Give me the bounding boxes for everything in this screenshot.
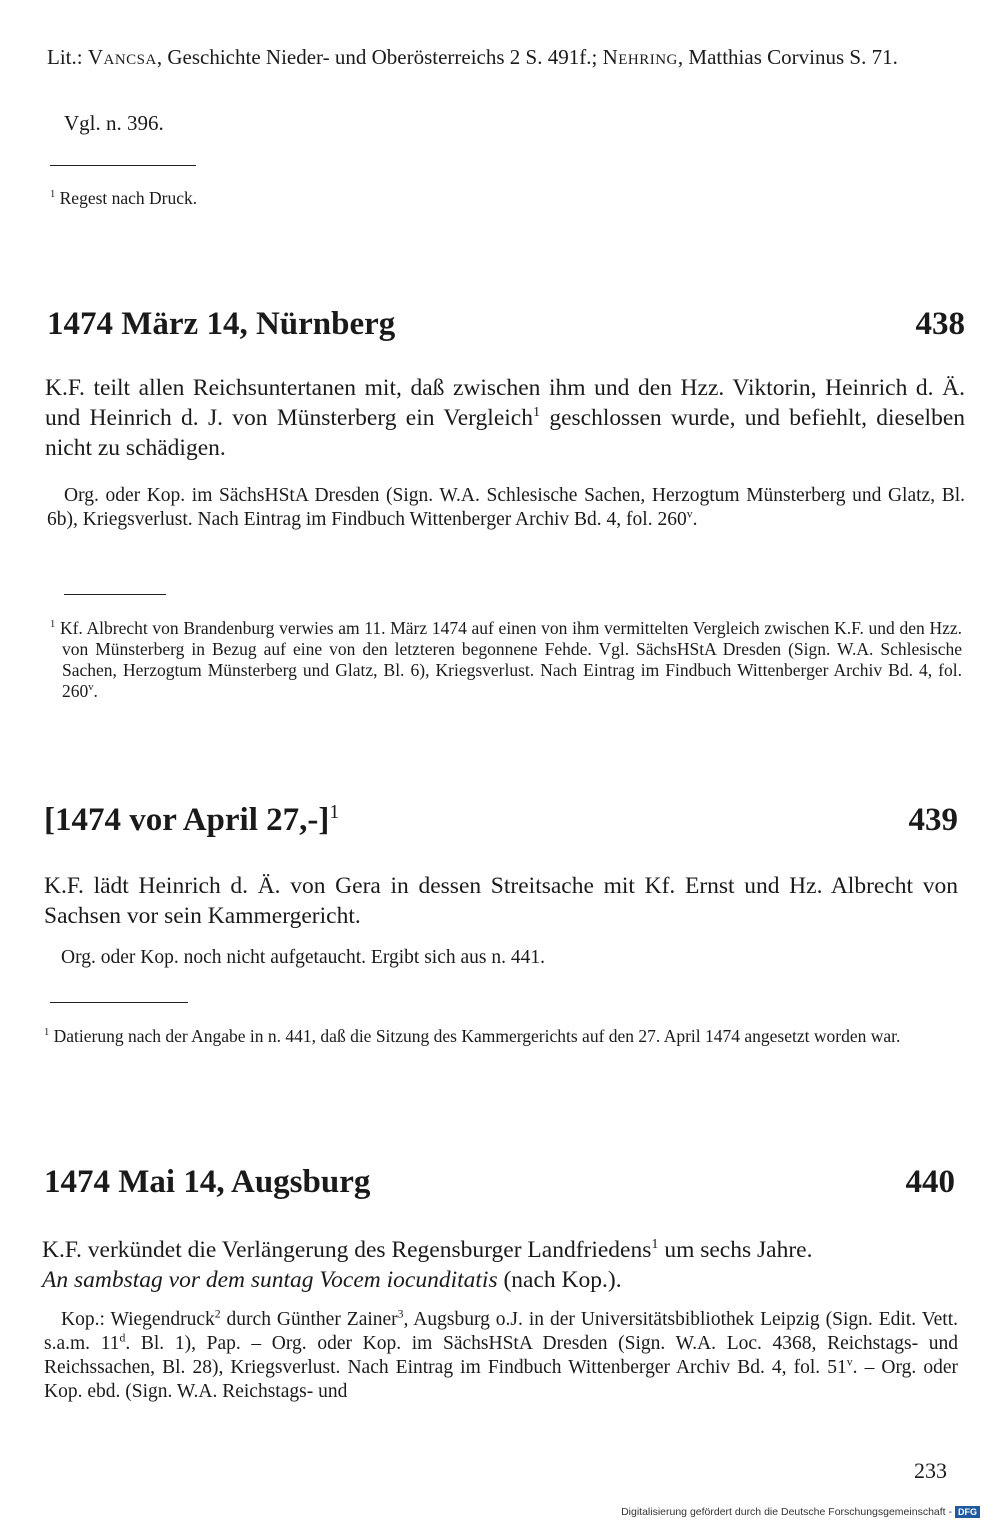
source-sup: v	[686, 507, 693, 521]
regest-text-a: K.F. verkündet die Verlängerung des Regensburger Landfriedens	[42, 1237, 652, 1263]
source-sup: d	[119, 1331, 126, 1345]
footnote-text: Datierung nach der Angabe in n. 441, daß die Sitzung des Kammergerichts auf den 27. April 1474 angesetzt worden war.	[53, 1026, 901, 1046]
footer-text: Digitalisierung gefördert durch die Deutsche Forschungsgemeinschaft -	[621, 1506, 952, 1518]
entry-number: 439	[908, 802, 958, 838]
entry-regest-439: K.F. lädt Heinrich d. Ä. von Gera in dessen Streitsache mit Kf. Ernst und Hz. Albrecht von Sachsen vor sein Kammergericht.	[44, 873, 958, 929]
source-sup: v	[846, 1355, 853, 1369]
entry-source-438	[47, 484, 965, 532]
footnote-divider	[50, 1002, 188, 1003]
footnote-divider	[64, 594, 166, 595]
footnote-divider	[50, 165, 196, 166]
regest-text-c: (nach Kop.).	[497, 1267, 622, 1293]
source-text-c: , Augsburg o.J. in der Universitätsbibliothek Leipzig (Sign. Edit. Vett. s.a.m. 11	[44, 1309, 959, 1354]
footnote-438	[50, 618, 963, 702]
footnote-ref: 1	[651, 1236, 659, 1253]
lit-label: Lit.:	[47, 45, 88, 69]
lit-text-1: , Geschichte Nieder- und Oberösterreichs 2 S. 491f.;	[156, 45, 603, 69]
entry-regest-438	[45, 373, 965, 463]
lit-cross-reference: Vgl. n. 396.	[64, 111, 164, 135]
literature-reference	[47, 44, 965, 70]
entry-source-439: Org. oder Kop. noch nicht aufgetaucht. Ergibt sich aus n. 441.	[61, 947, 545, 968]
entry-heading-440	[44, 1162, 955, 1202]
source-text-d: . Bl. 1), Pap. – Org. oder Kop. im SächsHStA Dresden (Sign. W.A. Loc. 4368, Reichstags- und Reichssachen, Bl. 28), Kriegsverlust. Nach Eintrag im Findbuch Wittenberger Archiv Bd. 4, fol. 51	[44, 1333, 958, 1378]
source-text-e: . – Org. oder Kop. ebd. (Sign. W.A. Reichstags- und	[44, 1357, 959, 1402]
page-number: 233	[914, 1458, 947, 1483]
footnote-marker: 1	[50, 619, 56, 631]
entry-number: 440	[905, 1164, 955, 1200]
entry-source-440	[44, 1308, 958, 1404]
lit-author-nehring: Nehring	[602, 45, 678, 69]
footnote-marker: 1	[44, 1027, 50, 1039]
dating-formula: An sambstag vor dem suntag Vocem iocunditatis	[42, 1267, 498, 1293]
entry-date: 1474 Mai 14, Augsburg	[44, 1164, 371, 1200]
footnote-text-b: .	[93, 681, 98, 701]
digitization-footer	[621, 1506, 980, 1518]
footnote-marker: 1	[50, 189, 56, 201]
source-text-b: .	[692, 509, 698, 530]
lit-author-vancsa: Vancsa	[87, 45, 157, 69]
footnote-previous	[50, 188, 950, 209]
dfg-logo-icon: DFG	[955, 1506, 980, 1518]
footnote-439	[44, 1026, 958, 1047]
footnote-text: Regest nach Druck.	[59, 188, 198, 208]
regest-text-a: K.F. teilt allen Reichsuntertanen mit, daß zwischen ihm und den Hzz. Viktorin, Heinrich d. Ä. und Heinrich d. J. von Münsterberg ein Vergleich	[45, 375, 965, 431]
regest-text-b: um sechs Jahre.	[658, 1237, 813, 1263]
footnote-ref: 1	[329, 801, 340, 823]
lit-text-2: , Matthias Corvinus S. 71.	[677, 45, 898, 69]
entry-date: [1474 vor April 27,-]	[44, 802, 330, 838]
footnote-sup: v	[88, 682, 94, 694]
source-text-a: Org. oder Kop. im SächsHStA Dresden (Sign. W.A. Schlesische Sachen, Herzogtum Münsterberg und Glatz, Bl. 6b), Kriegsverlust. Nach Eintrag im Findbuch Wittenberger Archiv Bd. 4, fol. 260	[47, 485, 965, 530]
footnote-ref: 2	[214, 1307, 221, 1321]
regest-text-b: geschlossen wurde, und befiehlt, dieselben nicht zu schädigen.	[45, 405, 965, 461]
footnote-ref: 3	[397, 1307, 404, 1321]
entry-heading-439	[44, 800, 958, 840]
entry-heading-438	[47, 304, 965, 344]
entry-regest-440	[42, 1235, 958, 1295]
entry-number: 438	[915, 306, 965, 342]
source-text-b: durch Günther Zainer	[220, 1309, 398, 1330]
source-text-a: Kop.: Wiegendruck	[61, 1309, 215, 1330]
entry-date: 1474 März 14, Nürnberg	[47, 306, 396, 342]
footnote-ref: 1	[532, 404, 541, 421]
footnote-text-a: Kf. Albrecht von Brandenburg verwies am 11. März 1474 auf einen von ihm vermittelten Vergleich zwischen K.F. und den Hzz. von Münsterberg in Bezug auf eine von den letzteren begonnene Fehde. Vgl. SächsHStA Dresden (Sign. W.A. Schlesische Sachen, Herzogtum Münsterberg und Glatz, Bl. 6), Kriegsverlust. Nach Eintrag im Findbuch Wittenberger Archiv Bd. 4, fol. 260	[59, 618, 963, 701]
